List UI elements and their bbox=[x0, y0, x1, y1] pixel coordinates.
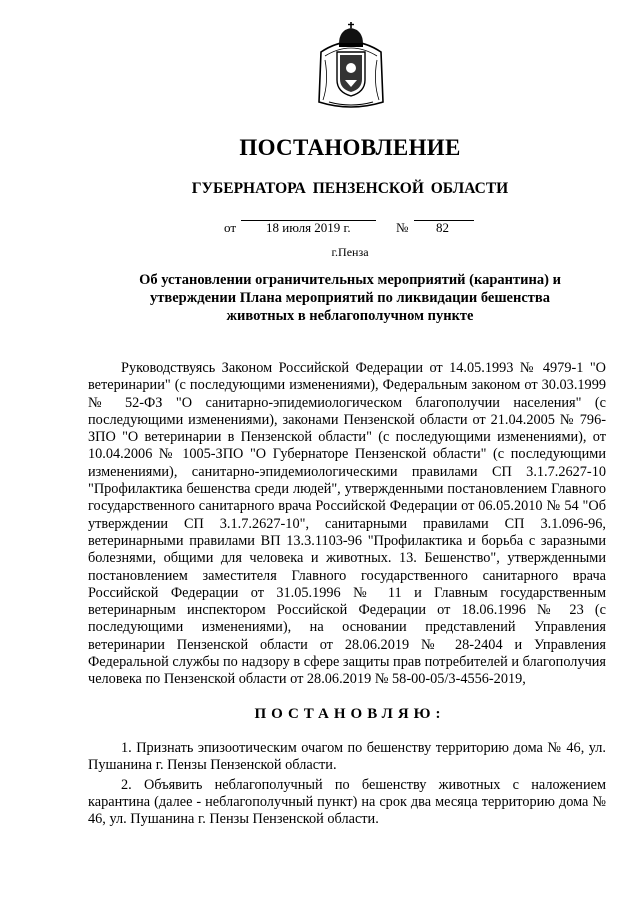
document-heading bbox=[100, 271, 600, 325]
number-sign: № bbox=[396, 220, 409, 235]
document-number: 82 bbox=[436, 220, 449, 235]
document-city: г.Пенза bbox=[331, 245, 369, 259]
document-title: ПОСТАНОВЛЕНИЕ bbox=[239, 135, 461, 160]
preamble-paragraph: Руководствуясь Законом Российской Федерации от 14.05.1993 № 4979-1 "О ветеринарии" (с последующими изменениями), Федеральным законом от 30.03.1999 № 52-ФЗ "О санитарно-эпидемиологическом благополучии населения" (с последующими изменениями), законами Пензенской области от 21.04.2005 № 796-ЗПО "О ветеринарии в Пензенской области" (с последующими изменениями), от 10.04.2006 № 1005-ЗПО "О Губернаторе Пензенской области" (с последующими изменениями), санитарно-эпидемиологическими правилами СП 3.1.7.2627-10 "Профилактика бешенства среди людей", утвержденными постановлением Главного государственного санитарного врача Российской Федерации от 06.05.2010 № 54 "Об утверждении СП 3.1.7.2627-10", санитарными правилами СП 3.1.096-96, ветеринарными правилами ВП 13.3.1103-96 "Профилактика и борьба с заразными болезнями, общими для человека и животных. 13. Бешенство", утвержденными постановлением заместителя Главного государственного санитарного врача Российской Федерации от 31.05.1996 № 11 и Главным государственным ветеринарным инспектором Российской Федерации от 18.06.1996 № 23 (с последующими изменениями), на основании представлений Управления ветеринарии Пензенской области от 28.06.2019 № 28-2404 и Управления Федеральной службы по надзору в сфере защиты прав потребителей и благополучия человека по Пензенской области от 28.06.2019 № 58-00-05/3-4556-2019, bbox=[88, 360, 606, 688]
date-prefix: от bbox=[224, 220, 237, 235]
heading-line: утверждении Плана мероприятий по ликвидации бешенства bbox=[150, 290, 550, 306]
decree-item: 2. Объявить неблагополучный по бешенству животных с наложением карантина (далее - неблагополучный пункт) на срок два месяца территорию дома № 46, ул. Пушанина г. Пензы Пензенской области. bbox=[88, 776, 606, 828]
decree-item: 1. Признать эпизоотическим очагом по бешенству территорию дома № 46, ул. Пушанина г. Пензы Пензенской области. bbox=[88, 740, 606, 774]
document-issuer: ГУБЕРНАТОРА ПЕНЗЕНСКОЙ ОБЛАСТИ bbox=[191, 180, 509, 197]
document-preamble bbox=[88, 360, 606, 689]
coat-of-arms-emblem bbox=[315, 22, 387, 114]
heading-line: Об установлении ограничительных мероприятий (карантина) и bbox=[139, 272, 561, 288]
decree-word: ПОСТАНОВЛЯЮ: bbox=[254, 706, 446, 722]
decree-items bbox=[88, 740, 606, 830]
document-date: 18 июля 2019 г. bbox=[266, 220, 351, 235]
heading-line: животных в неблагополучном пункте bbox=[226, 308, 474, 324]
